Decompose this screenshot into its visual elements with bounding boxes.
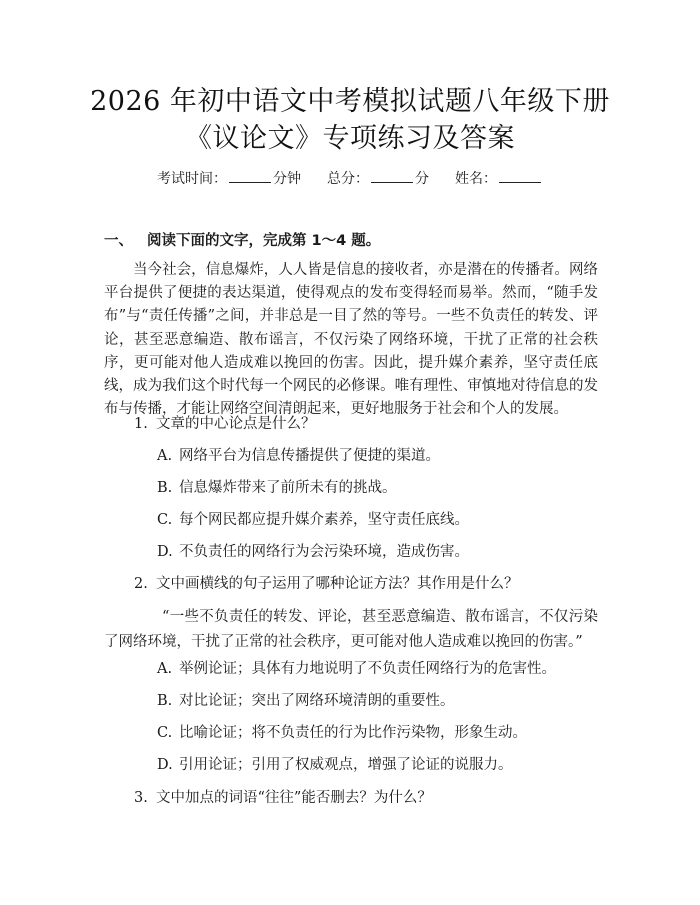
question-text: 文中加点的词语“往往”能否删去？为什么？: [156, 790, 432, 806]
name-blank[interactable]: [499, 168, 541, 183]
q1-option-c[interactable]: [157, 510, 469, 530]
section-instruction: 阅读下面的文字，完成第 1～4 题。: [147, 233, 381, 249]
section-heading: [104, 231, 380, 251]
question-1: [134, 414, 316, 434]
option-letter: C.: [157, 725, 173, 741]
option-letter: B.: [157, 480, 173, 496]
reading-passage: 当今社会，信息爆炸，人人皆是信息的接收者，亦是潜在的传播者。网络平台提供了便捷的表达渠道，使得观点的发布变得轻而易举。然而，“随手发布”与“责任传播”之间，并非总是一目了然的等号。一些不负责任的转发、评论，甚至恶意编造、散布谣言，不仅污染了网络环境，干扰了正常的社会秩序，更可能对他人造成难以挽回的伤害。因此，提升媒介素养，坚守责任底线，成为我们这个时代每一个网民的必修课。唯有理性、审慎地对待信息的发布与传播，才能让网络空间清朗起来，更好地服务于社会和个人的发展。: [104, 262, 598, 418]
option-letter: C.: [157, 512, 173, 528]
q2-option-c[interactable]: [157, 723, 527, 743]
quoted-sentence: “一些不负责任的转发、评论，甚至恶意编造、散布谣言，不仅污染了网络环境，干扰了正常的社会秩序，更可能对他人造成难以挽回的伤害。”: [104, 609, 598, 650]
question-text: 文中画横线的句子运用了哪种论证方法？其作用是什么？: [156, 576, 519, 592]
question-text: 文章的中心论点是什么？: [156, 416, 316, 432]
option-letter: A.: [157, 661, 173, 677]
option-text: 对比论证；突出了网络环境清朗的重要性。: [179, 693, 455, 709]
exam-time-blank[interactable]: [229, 168, 271, 183]
section-number: 一、: [104, 233, 133, 249]
question-number: 3.: [134, 790, 148, 806]
page-title: 2026 年初中语文中考模拟试题八年级下册: [90, 86, 610, 117]
option-text: 不负责任的网络行为会污染环境，造成伤害。: [179, 544, 469, 560]
exam-info-line: [0, 168, 700, 189]
option-letter: A.: [157, 448, 173, 464]
total-score-unit: 分: [415, 171, 429, 187]
option-letter: D.: [157, 544, 173, 560]
option-text: 网络平台为信息传播提供了便捷的渠道。: [179, 448, 440, 464]
option-letter: D.: [157, 757, 173, 773]
page-subtitle: 《议论文》专项练习及答案: [185, 123, 515, 154]
question-number: 1.: [134, 416, 148, 432]
option-text: 信息爆炸带来了前所未有的挑战。: [179, 480, 397, 496]
option-text: 比喻论证；将不负责任的行为比作污染物，形象生动。: [179, 725, 527, 741]
total-score-blank[interactable]: [371, 168, 413, 183]
q2-option-a[interactable]: [157, 659, 556, 679]
q1-option-a[interactable]: [157, 446, 440, 466]
question-number: 2.: [134, 576, 148, 592]
option-letter: B.: [157, 693, 173, 709]
question-2: [134, 574, 519, 594]
total-score-label: 总分：: [327, 171, 369, 187]
question-3: [134, 788, 432, 808]
q1-option-b[interactable]: [157, 478, 397, 498]
option-text: 举例论证；具体有力地说明了不负责任网络行为的危害性。: [179, 661, 556, 677]
exam-time-label: 考试时间：: [157, 171, 227, 187]
option-text: 每个网民都应提升媒介素养，坚守责任底线。: [179, 512, 469, 528]
q2-option-d[interactable]: [157, 755, 513, 775]
exam-time-unit: 分钟: [273, 171, 301, 187]
q1-option-d[interactable]: [157, 542, 469, 562]
name-label: 姓名：: [455, 171, 497, 187]
q2-option-b[interactable]: [157, 691, 455, 711]
option-text: 引用论证；引用了权威观点，增强了论证的说服力。: [179, 757, 513, 773]
